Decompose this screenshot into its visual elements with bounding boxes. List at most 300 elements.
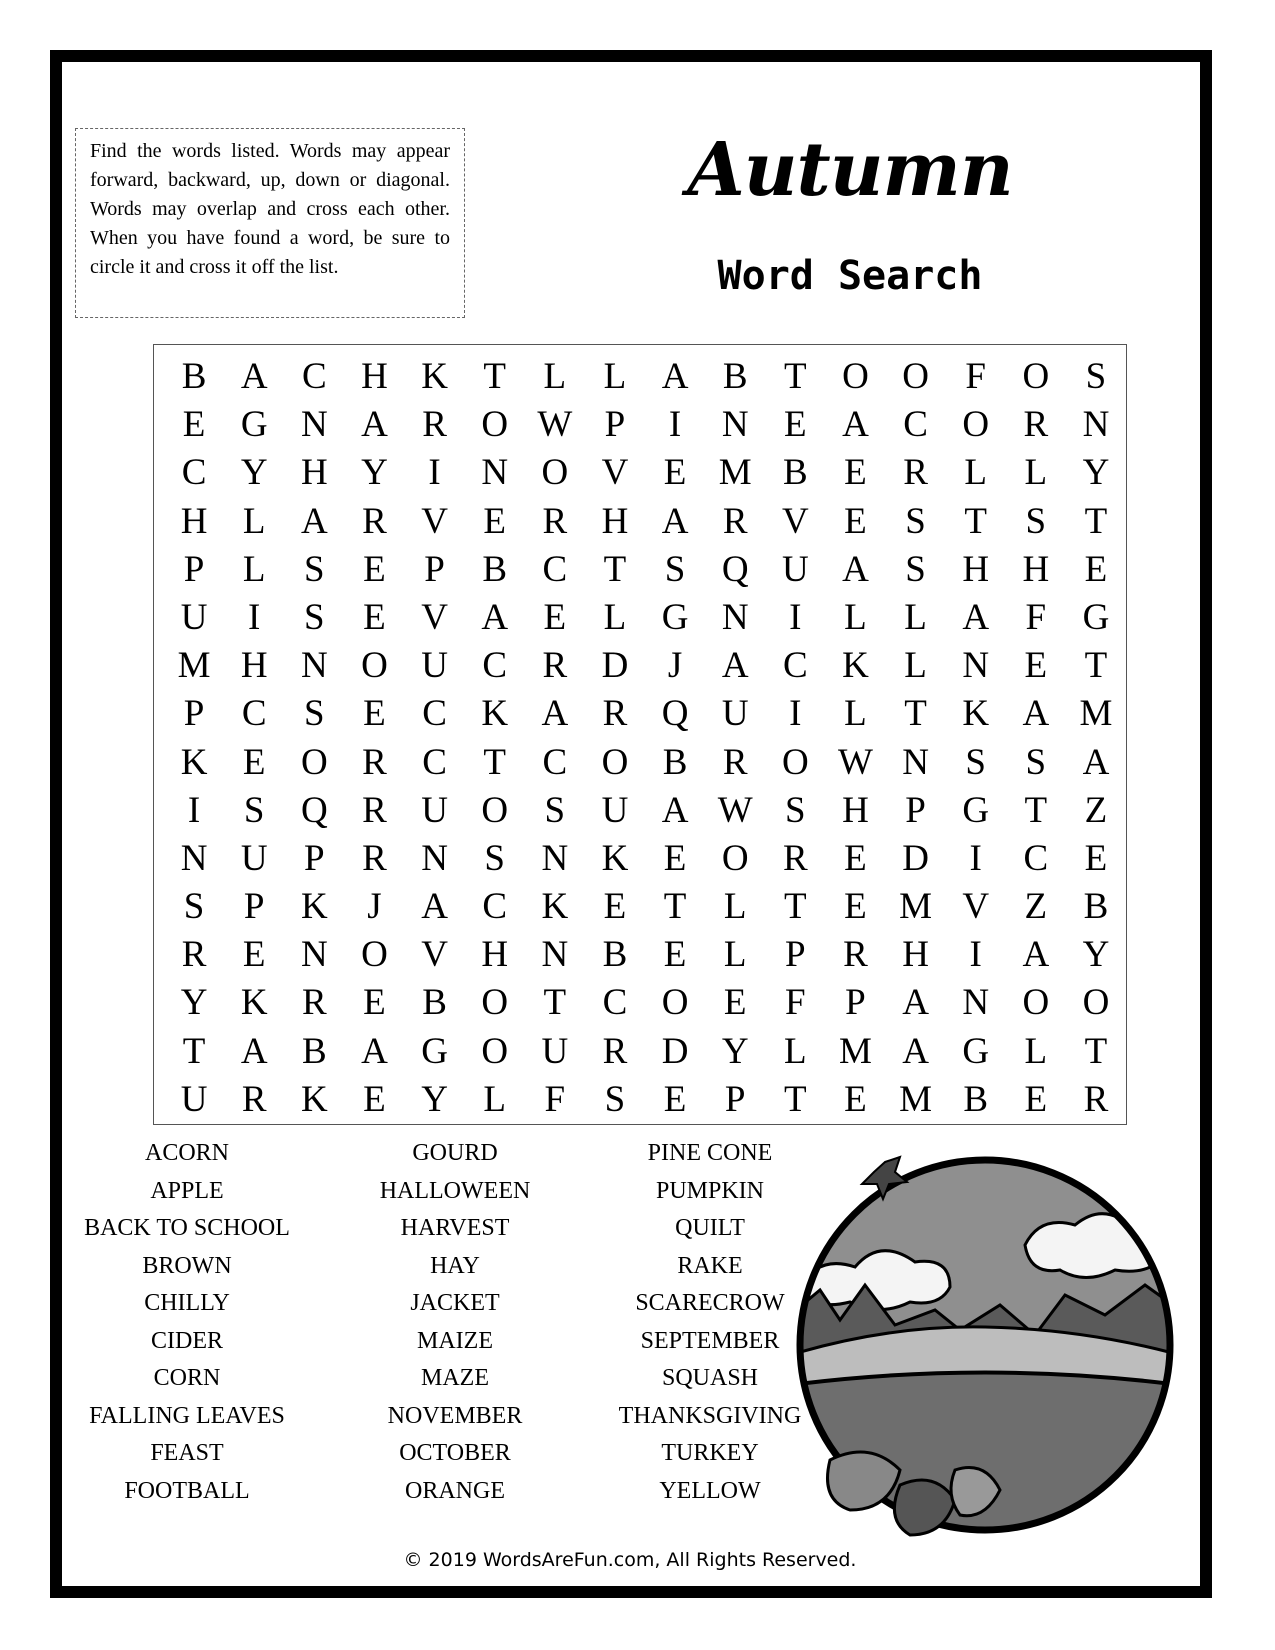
- grid-letter: K: [601, 837, 629, 879]
- grid-letter: P: [604, 404, 626, 446]
- word-list-item: OCTOBER: [399, 1440, 511, 1466]
- grid-letter: U: [180, 1078, 208, 1120]
- grid-letter: O: [481, 404, 509, 446]
- grid-letter: O: [902, 356, 929, 397]
- grid-letter: U: [421, 789, 448, 831]
- grid-letter: H: [481, 934, 509, 976]
- grid-letter: M: [1079, 693, 1113, 735]
- grid-letter: T: [784, 1078, 807, 1120]
- grid-letter: A: [842, 548, 869, 590]
- word-list-item: CIDER: [151, 1327, 223, 1354]
- grid-letter: A: [240, 356, 268, 397]
- word-list-item: JACKET: [410, 1290, 500, 1316]
- grid-letter: L: [723, 934, 747, 976]
- copyright-footer: © 2019 WordsAreFun.com, All Rights Reserved.: [403, 1549, 857, 1571]
- grid-letter: E: [723, 982, 747, 1024]
- grid-letter: G: [962, 1030, 990, 1072]
- grid-letter: S: [664, 548, 686, 590]
- grid-row: [154, 787, 1126, 835]
- grid-letter: V: [962, 886, 990, 928]
- grid-letter: C: [542, 548, 568, 590]
- grid-letter: D: [902, 837, 929, 879]
- grid-letter: H: [601, 500, 629, 542]
- grid-letter: E: [242, 741, 266, 783]
- grid-letter: N: [421, 837, 448, 879]
- grid-letter: S: [1025, 500, 1047, 542]
- word-list-item: PUMPKIN: [655, 1177, 765, 1204]
- grid-letter: M: [899, 1078, 933, 1120]
- grid-letter: U: [721, 693, 749, 735]
- grid-letter: T: [483, 741, 506, 783]
- grid-letter: K: [240, 982, 268, 1024]
- grid-letter: Y: [1082, 452, 1110, 494]
- grid-letter: H: [180, 500, 208, 542]
- grid-letter: Z: [1084, 789, 1108, 831]
- grid-letter: E: [543, 596, 567, 638]
- grid-letter: H: [361, 356, 388, 397]
- grid-letter: E: [363, 1078, 386, 1120]
- grid-letter: R: [903, 452, 928, 494]
- grid-letter: B: [1083, 886, 1109, 928]
- grid-letter: R: [422, 404, 447, 446]
- grid-letter: N: [300, 404, 328, 446]
- grid-letter: E: [663, 837, 687, 879]
- grid-letter: T: [1024, 789, 1048, 831]
- grid-letter: O: [361, 934, 388, 976]
- grid-letter: A: [361, 1030, 388, 1072]
- grid-letter: C: [422, 741, 447, 783]
- grid-letter: O: [1022, 982, 1050, 1024]
- grid-letter: B: [662, 741, 688, 783]
- grid-letter: C: [1023, 837, 1049, 879]
- grid-letter: C: [542, 741, 568, 783]
- grid-letter: K: [300, 886, 328, 928]
- grid-letter: B: [482, 548, 508, 590]
- grid-letter: S: [1085, 356, 1107, 397]
- grid-letter: A: [661, 500, 689, 542]
- grid-letter: C: [181, 452, 207, 494]
- word-list-item: FALLING LEAVES: [89, 1402, 285, 1429]
- grid-letter: V: [421, 500, 448, 542]
- grid-letter: F: [544, 1078, 566, 1120]
- grid-letter: A: [661, 356, 689, 397]
- word-list-item: ACORN: [144, 1140, 229, 1166]
- grid-letter: E: [363, 596, 386, 638]
- grid-letter: U: [240, 837, 268, 879]
- grid-letter: F: [785, 982, 806, 1024]
- grid-letter: O: [361, 645, 388, 687]
- grid-letter: W: [837, 741, 873, 783]
- grid-letter: R: [542, 500, 568, 542]
- grid-letter: A: [721, 645, 749, 687]
- grid-letter: S: [304, 596, 325, 638]
- grid-letter: Q: [721, 548, 749, 590]
- grid-letter: E: [363, 693, 386, 735]
- grid-letter: V: [421, 934, 448, 976]
- grid-row: [154, 979, 1126, 1027]
- grid-letter: E: [784, 404, 807, 446]
- grid-letter: I: [789, 693, 802, 735]
- grid-letter: P: [724, 1078, 746, 1120]
- grid-letter: N: [300, 645, 328, 687]
- grid-letter: H: [902, 934, 929, 976]
- grid-letter: A: [361, 404, 388, 446]
- autumn-scene-illustration: [790, 1140, 1180, 1580]
- word-list-item: THANKSGIVING: [618, 1402, 802, 1429]
- grid-letter: E: [483, 500, 506, 542]
- grid-letter: G: [962, 789, 990, 831]
- grid-letter: O: [481, 982, 509, 1024]
- grid-letter: A: [1082, 741, 1110, 783]
- grid-letter: E: [1024, 645, 1048, 687]
- grid-letter: C: [482, 645, 508, 687]
- grid-letter: K: [962, 693, 990, 735]
- word-list-column-1: [72, 1135, 302, 1510]
- grid-letter: P: [304, 837, 325, 879]
- grid-letter: P: [183, 548, 205, 590]
- grid-letter: S: [484, 837, 505, 879]
- grid-letter: T: [1084, 1030, 1108, 1072]
- grid-letter: R: [181, 934, 207, 976]
- grid-letter: L: [964, 452, 987, 494]
- grid-letter: N: [962, 645, 990, 687]
- grid-letter: O: [962, 404, 990, 446]
- grid-letter: E: [844, 886, 867, 928]
- grid-letter: H: [300, 452, 328, 494]
- grid-row: [154, 1028, 1126, 1076]
- grid-letter: C: [241, 693, 267, 735]
- grid-letter: O: [541, 452, 569, 494]
- grid-letter: E: [844, 837, 867, 879]
- grid-letter: U: [781, 548, 809, 590]
- grid-letter: L: [784, 1030, 807, 1072]
- grid-letter: I: [428, 452, 441, 494]
- grid-letter: A: [421, 886, 448, 928]
- grid-letter: O: [300, 741, 328, 783]
- grid-letter: S: [243, 789, 265, 831]
- grid-letter: Y: [180, 982, 208, 1024]
- grid-letter: B: [602, 934, 628, 976]
- grid-letter: R: [241, 1078, 267, 1120]
- grid-letter: R: [362, 789, 387, 831]
- grid-letter: S: [304, 693, 325, 735]
- grid-letter: T: [784, 886, 807, 928]
- grid-letter: E: [603, 886, 627, 928]
- grid-letter: L: [603, 596, 627, 638]
- grid-letter: S: [905, 548, 926, 590]
- grid-letter: N: [481, 452, 509, 494]
- grid-letter: T: [603, 548, 627, 590]
- grid-letter: L: [904, 645, 927, 687]
- grid-letter: L: [242, 500, 266, 542]
- grid-letter: K: [842, 645, 869, 687]
- word-list-item: APPLE: [150, 1177, 224, 1204]
- word-list-item: FEAST: [150, 1440, 224, 1466]
- grid-letter: N: [902, 741, 929, 783]
- grid-letter: F: [965, 356, 986, 397]
- grid-letter: P: [183, 693, 205, 735]
- grid-letter: U: [421, 645, 448, 687]
- grid-letter: B: [422, 982, 447, 1024]
- grid-letter: P: [785, 934, 806, 976]
- grid-row: [154, 401, 1126, 449]
- grid-letter: P: [845, 982, 866, 1024]
- grid-letter: M: [177, 645, 211, 687]
- grid-letter: W: [537, 404, 573, 446]
- grid-letter: C: [301, 356, 327, 397]
- grid-letter: L: [844, 596, 867, 638]
- grid-letter: H: [1022, 548, 1050, 590]
- grid-letter: Y: [721, 1030, 749, 1072]
- grid-letter: E: [1084, 548, 1108, 590]
- grid-letter: Y: [1082, 934, 1110, 976]
- grid-letter: J: [667, 645, 683, 687]
- grid-letter: B: [782, 452, 808, 494]
- grid-letter: N: [541, 934, 569, 976]
- grid-letter: E: [182, 404, 206, 446]
- grid-letter: I: [789, 596, 802, 638]
- grid-letter: I: [969, 934, 982, 976]
- word-list-item: MAZE: [421, 1365, 489, 1391]
- grid-letter: D: [661, 1030, 689, 1072]
- grid-letter: E: [663, 1078, 687, 1120]
- grid-letter: S: [304, 548, 325, 590]
- grid-letter: C: [903, 404, 928, 446]
- grid-row: [154, 690, 1126, 738]
- grid-letter: Y: [240, 452, 268, 494]
- grid-letter: E: [663, 452, 687, 494]
- grid-letter: D: [601, 645, 629, 687]
- word-search-grid: [153, 344, 1127, 1125]
- grid-row: [154, 449, 1126, 497]
- grid-letter: T: [784, 356, 807, 397]
- grid-letter: O: [781, 741, 809, 783]
- grid-letter: R: [722, 741, 748, 783]
- grid-letter: F: [1025, 596, 1047, 638]
- page-title: Autumn: [687, 127, 1013, 213]
- grid-letter: A: [1022, 934, 1050, 976]
- grid-letter: V: [781, 500, 809, 542]
- grid-letter: E: [1024, 1078, 1048, 1120]
- grid-letter: T: [1084, 645, 1108, 687]
- grid-letter: E: [844, 500, 867, 542]
- grid-letter: C: [782, 645, 808, 687]
- grid-letter: I: [668, 404, 682, 446]
- grid-letter: B: [963, 1078, 989, 1120]
- grid-letter: A: [902, 1030, 929, 1072]
- grid-letter: S: [785, 789, 806, 831]
- word-list-item: HARVEST: [400, 1215, 510, 1241]
- grid-letter: G: [421, 1030, 448, 1072]
- grid-letter: B: [301, 1030, 327, 1072]
- word-list-item: HALLOWEEN: [379, 1177, 531, 1204]
- grid-letter: R: [1023, 404, 1049, 446]
- grid-letter: K: [481, 693, 509, 735]
- grid-letter: R: [1083, 1078, 1109, 1120]
- grid-letter: C: [602, 982, 628, 1024]
- grid-letter: G: [240, 404, 268, 446]
- grid-letter: E: [844, 1078, 867, 1120]
- grid-letter: V: [421, 596, 448, 638]
- grid-letter: A: [842, 404, 869, 446]
- grid-row: [154, 931, 1126, 979]
- word-list-item: BACK TO SCHOOL: [84, 1215, 290, 1241]
- grid-letter: L: [723, 886, 747, 928]
- grid-letter: S: [183, 886, 205, 928]
- grid-letter: N: [300, 934, 328, 976]
- grid-letter: C: [482, 886, 508, 928]
- instructions-box: Find the words listed. Words may appear forward, backward, up, down or diagonal. Words may overlap and cross each other. When you have found a word, be sure to circle it and cross it off the list.: [75, 128, 465, 318]
- grid-letter: N: [541, 837, 569, 879]
- grid-letter: A: [300, 500, 328, 542]
- grid-letter: N: [962, 982, 990, 1024]
- grid-letter: O: [601, 741, 629, 783]
- grid-row: [154, 642, 1126, 690]
- grid-letter: P: [905, 789, 926, 831]
- grid-letter: U: [601, 789, 629, 831]
- grid-letter: K: [421, 356, 448, 397]
- grid-letter: I: [248, 596, 261, 638]
- grid-letter: P: [424, 548, 445, 590]
- grid-letter: R: [362, 837, 387, 879]
- grid-letter: M: [838, 1030, 872, 1072]
- grid-letter: P: [243, 886, 265, 928]
- grid-letter: E: [363, 548, 386, 590]
- grid-letter: Z: [1024, 886, 1048, 928]
- word-list-item: SQUASH: [661, 1365, 759, 1391]
- grid-letter: O: [721, 837, 749, 879]
- grid-row: [154, 498, 1126, 546]
- grid-letter: T: [663, 886, 687, 928]
- grid-letter: Q: [661, 693, 689, 735]
- grid-letter: T: [904, 693, 927, 735]
- grid-letter: L: [242, 548, 266, 590]
- grid-letter: L: [1024, 452, 1048, 494]
- grid-letter: L: [1024, 1030, 1048, 1072]
- word-list-item: YELLOW: [659, 1477, 761, 1504]
- grid-letter: N: [1082, 404, 1110, 446]
- grid-letter: U: [180, 596, 208, 638]
- grid-letter: G: [661, 596, 689, 638]
- grid-letter: H: [962, 548, 990, 590]
- grid-letter: T: [182, 1030, 206, 1072]
- grid-letter: R: [782, 837, 808, 879]
- word-list-item: NOVEMBER: [387, 1402, 523, 1429]
- grid-letter: O: [481, 789, 509, 831]
- grid-letter: K: [180, 741, 208, 783]
- grid-letter: A: [1022, 693, 1050, 735]
- grid-letter: L: [543, 356, 567, 397]
- word-list-item: SCARECROW: [635, 1290, 785, 1316]
- grid-letter: B: [722, 356, 748, 397]
- grid-letter: K: [541, 886, 569, 928]
- grid-letter: S: [544, 789, 566, 831]
- grid-letter: O: [842, 356, 869, 397]
- grid-letter: O: [1022, 356, 1050, 397]
- grid-letter: H: [240, 645, 268, 687]
- word-list-column-2: [330, 1135, 580, 1510]
- grid-letter: R: [362, 500, 387, 542]
- word-list-item: BROWN: [142, 1252, 232, 1279]
- grid-letter: E: [242, 934, 266, 976]
- grid-letter: E: [363, 982, 386, 1024]
- grid-letter: R: [602, 693, 628, 735]
- grid-row: [154, 739, 1126, 787]
- grid-letter: S: [905, 500, 926, 542]
- grid-letter: A: [962, 596, 990, 638]
- grid-letter: A: [541, 693, 569, 735]
- grid-letter: J: [367, 886, 382, 928]
- word-list-item: MAIZE: [417, 1327, 493, 1354]
- grid-letter: L: [483, 1078, 506, 1120]
- grid-row: [154, 546, 1126, 594]
- grid-letter: Q: [300, 789, 328, 831]
- word-list-item: PINE CONE: [647, 1140, 773, 1166]
- grid-letter: S: [1025, 741, 1047, 783]
- grid-letter: R: [602, 1030, 628, 1072]
- word-list-item: HAY: [430, 1252, 480, 1279]
- grid-letter: U: [541, 1030, 569, 1072]
- grid-letter: W: [717, 789, 753, 831]
- grid-letter: R: [362, 741, 387, 783]
- grid-letter: O: [661, 982, 689, 1024]
- word-list-item: QUILT: [675, 1215, 745, 1241]
- grid-letter: T: [964, 500, 987, 542]
- grid-letter: O: [1082, 982, 1110, 1024]
- word-list-item: FOOTBALL: [124, 1477, 250, 1504]
- grid-letter: O: [481, 1030, 509, 1072]
- grid-letter: R: [542, 645, 568, 687]
- grid-letter: N: [180, 837, 208, 879]
- grid-letter: R: [843, 934, 868, 976]
- word-list-item: TURKEY: [661, 1440, 759, 1466]
- grid-letter: M: [899, 886, 933, 928]
- grid-letter: A: [902, 982, 929, 1024]
- grid-letter: A: [240, 1030, 268, 1072]
- word-list-item: CHILLY: [144, 1290, 230, 1316]
- page-subtitle: Word Search: [717, 253, 983, 299]
- grid-letter: S: [965, 741, 986, 783]
- grid-letter: A: [661, 789, 689, 831]
- grid-letter: T: [543, 982, 567, 1024]
- grid-letter: L: [603, 356, 627, 397]
- grid-letter: T: [483, 356, 506, 397]
- grid-letter: B: [181, 356, 207, 397]
- grid-row: [154, 353, 1126, 401]
- grid-letter: I: [969, 837, 982, 879]
- word-list-item: GOURD: [412, 1140, 498, 1166]
- grid-letter: T: [1084, 500, 1108, 542]
- grid-letter: A: [481, 596, 509, 638]
- grid-letter: G: [1082, 596, 1110, 638]
- word-list-item: ORANGE: [405, 1477, 505, 1504]
- grid-letter: E: [844, 452, 867, 494]
- grid-letter: L: [904, 596, 927, 638]
- grid-row: [154, 594, 1126, 642]
- grid-letter: Y: [421, 1078, 448, 1120]
- grid-letter: N: [721, 596, 749, 638]
- grid-row: [154, 883, 1126, 931]
- grid-letter: M: [718, 452, 752, 494]
- grid-letter: E: [663, 934, 687, 976]
- grid-letter: R: [301, 982, 327, 1024]
- grid-letter: E: [1084, 837, 1108, 879]
- word-list-item: RAKE: [677, 1252, 743, 1279]
- grid-letter: I: [187, 789, 201, 831]
- grid-letter: R: [722, 500, 748, 542]
- grid-letter: H: [842, 789, 869, 831]
- grid-letter: Y: [361, 452, 388, 494]
